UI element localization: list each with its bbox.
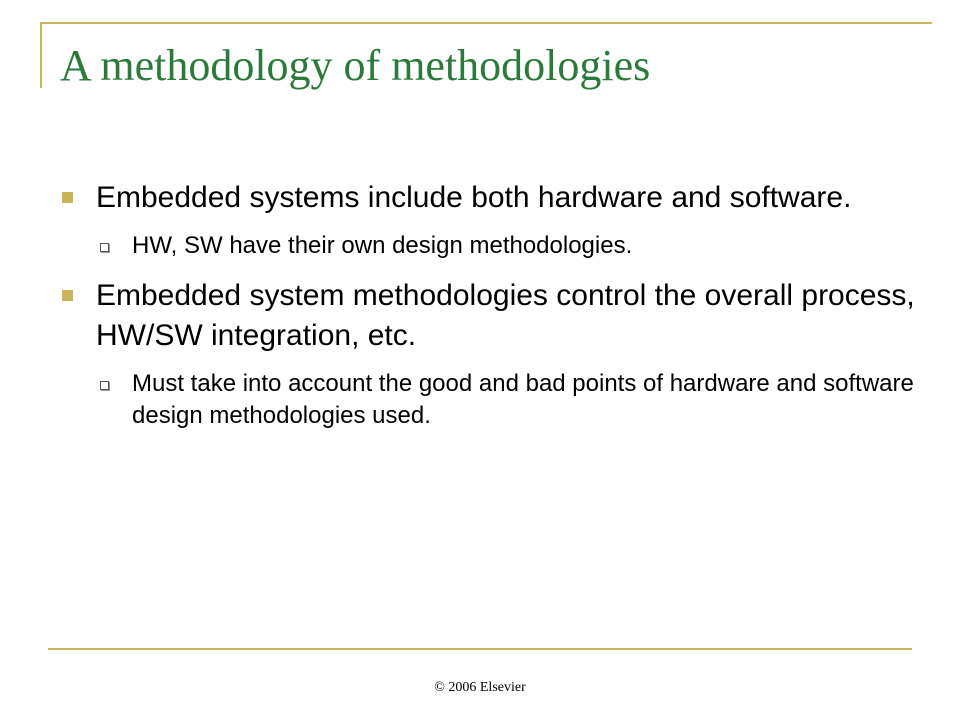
bullet-item: [60, 276, 920, 432]
frame-top-line: [40, 22, 932, 24]
slide-title: A methodology of methodologies: [60, 41, 651, 90]
sub-bullet-list: [96, 368, 920, 432]
sub-bullet-text: HW, SW have their own design methodologies.: [132, 232, 633, 259]
square-bullet-icon: [62, 192, 73, 203]
sub-bullet-text: Must take into account the good and bad points of hardware and software design methodologies used.: [132, 370, 914, 429]
frame-left-line: [40, 22, 42, 88]
square-bullet-icon: [62, 290, 73, 301]
sub-bullet-item: [96, 368, 920, 432]
hollow-square-bullet-icon: [100, 243, 109, 252]
bullet-text: Embedded systems include both hardware and software.: [96, 181, 852, 214]
footer-divider-line: [48, 648, 912, 650]
bullet-text: Embedded system methodologies control the overall process, HW/SW integration, etc.: [96, 279, 915, 352]
bullet-item: [60, 178, 920, 262]
sub-bullet-item: [96, 230, 920, 262]
copyright-footer: © 2006 Elsevier: [434, 680, 526, 695]
hollow-square-bullet-icon: [100, 381, 109, 390]
bullet-list: [60, 178, 920, 446]
sub-bullet-list: [96, 230, 920, 262]
